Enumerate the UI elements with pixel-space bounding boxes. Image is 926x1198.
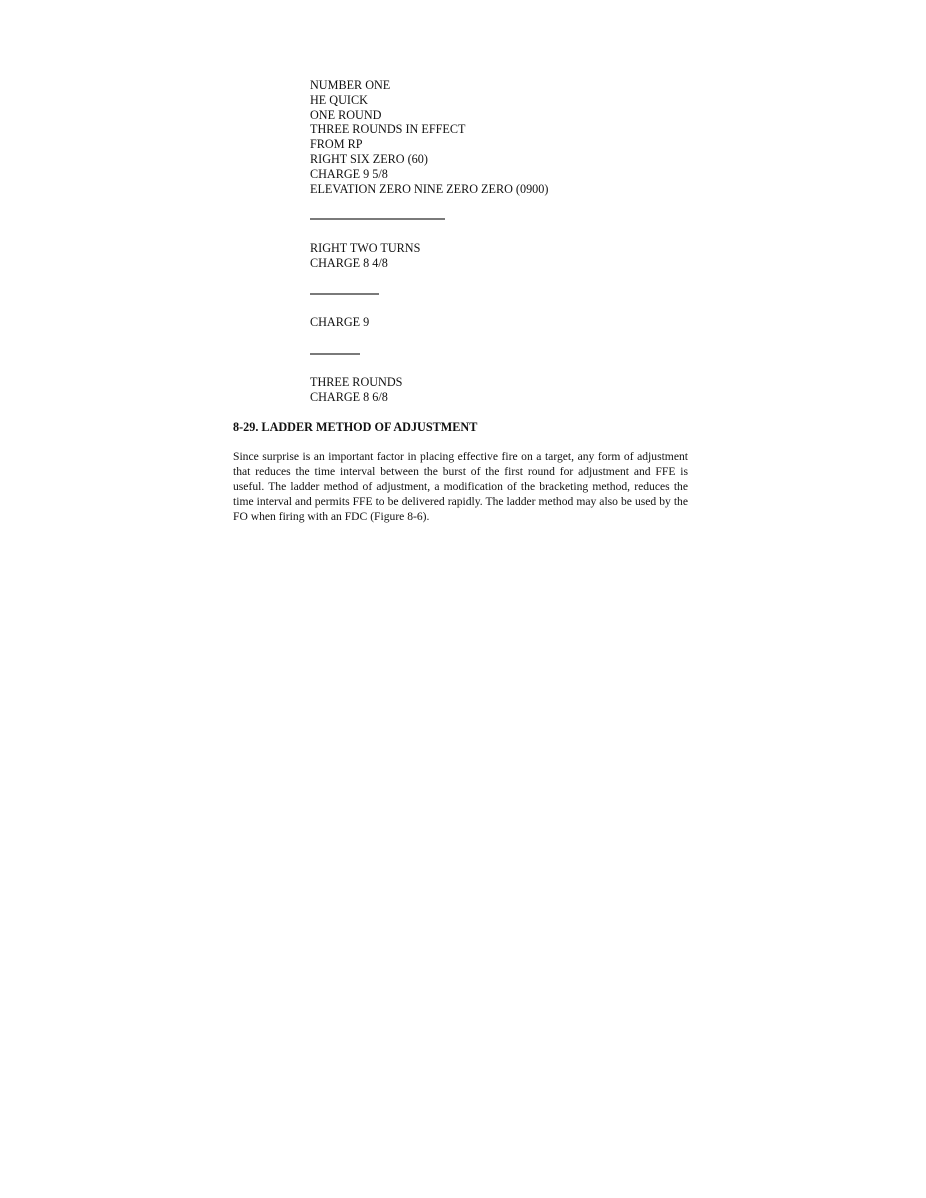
fire-command-initial <box>310 78 548 196</box>
separator-line <box>310 353 360 355</box>
body-paragraph: Since surprise is an important factor in placing effective fire on a target, any form of adjustment that reduces the time interval between the burst of the first round for adjustment and FFE is useful. The ladder method of adjustment, a modification of the bracketing method, reduces the time interval and permits FFE to be delivered rapidly. The ladder method may also be used by the FO when firing with an FDC (Figure 8-6). <box>233 450 688 524</box>
separator-line <box>310 218 445 220</box>
command-line: CHARGE 9 <box>310 315 370 329</box>
fire-command-correction-2 <box>310 315 369 330</box>
fire-command-correction-1 <box>310 241 420 271</box>
command-line: RIGHT SIX ZERO (60) <box>310 151 428 166</box>
command-line: ELEVATION ZERO NINE ZERO ZERO (0900) <box>310 181 549 196</box>
separator-line <box>310 293 379 295</box>
command-line: RIGHT TWO TURNS <box>310 241 421 255</box>
command-line: ONE ROUND <box>310 107 382 122</box>
command-line: FROM RP <box>310 137 363 152</box>
command-line: CHARGE 8 6/8 <box>310 389 388 404</box>
section-heading: 8-29. LADDER METHOD OF ADJUSTMENT <box>233 420 478 434</box>
command-line: NUMBER ONE <box>310 78 391 92</box>
command-line: HE QUICK <box>310 92 368 107</box>
command-line: CHARGE 8 4/8 <box>310 255 388 270</box>
command-line: THREE ROUNDS IN EFFECT <box>310 122 466 137</box>
command-line: CHARGE 9 5/8 <box>310 166 388 181</box>
command-line: THREE ROUNDS <box>310 375 403 389</box>
fire-command-correction-3 <box>310 375 402 405</box>
